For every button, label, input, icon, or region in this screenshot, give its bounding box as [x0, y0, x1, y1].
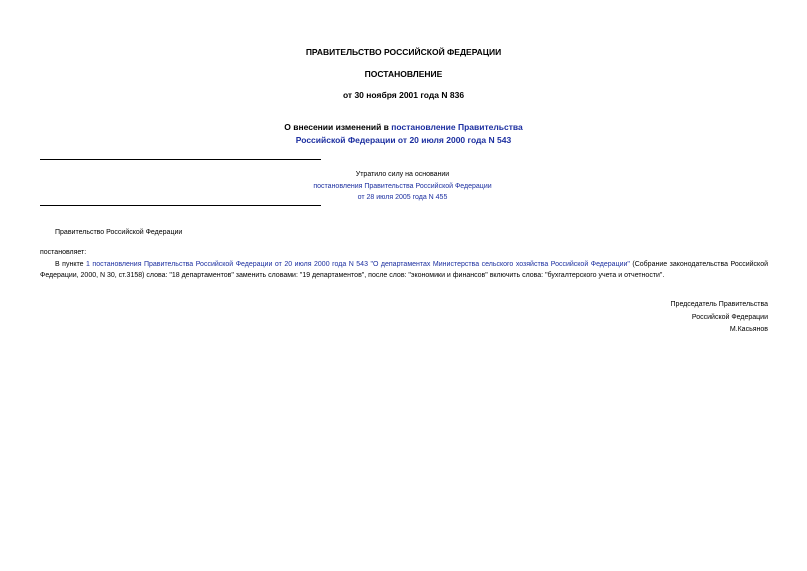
subject-link-amended-decree-cont[interactable]: Российской Федерации от 20 июля 2000 года N 543 [295, 135, 512, 145]
signature-block [568, 299, 768, 337]
document-organization-title: ПРАВИТЕЛЬСТВО РОССИЙСКОЙ ФЕДЕРАЦИИ [305, 47, 502, 57]
subject-link-amended-decree[interactable]: постановление Правительства [391, 122, 523, 132]
void-status-note [300, 169, 505, 204]
document-subject [0, 121, 807, 147]
decrees-label: постановляет: [40, 249, 87, 256]
divider-top [40, 159, 321, 160]
para-prefix: В пункте [55, 261, 87, 268]
body-paragraph [40, 259, 768, 281]
signature-name: М.Касьянов [729, 326, 768, 333]
document-date-number: от 30 ноября 2001 года N 836 [342, 90, 465, 100]
government-name: Правительство Российской Федерации [55, 229, 183, 236]
void-note-link-date[interactable]: от 28 июля 2005 года N 455 [357, 194, 448, 201]
divider-bottom [40, 205, 321, 206]
signature-title: Председатель Правительства [670, 301, 768, 308]
subject-prefix: О внесении изменений в [284, 122, 392, 132]
para-link-decree[interactable]: 1 постановления Правительства Российской Федерации от 20 июля 2000 года N 543 "О департаментах Министерства сельского хозяйства Российской Федерации" [86, 261, 630, 268]
signature-org: Российской Федерации [691, 313, 768, 321]
void-note-label: Утратило силу на основании [355, 171, 450, 178]
void-note-link-decree[interactable]: постановления Правительства Российской Федерации [313, 182, 492, 190]
para-rest: (Собрание законодательства Российской Федерации, 2000, N 30, ст.3158) слова: "18 департаментов" заменить словами: "19 департаментов", после слов: "экономики и финансов" включить слова: "бухгалтерского учета и отчетности". [40, 261, 768, 279]
document-type-title: ПОСТАНОВЛЕНИЕ [364, 69, 443, 79]
